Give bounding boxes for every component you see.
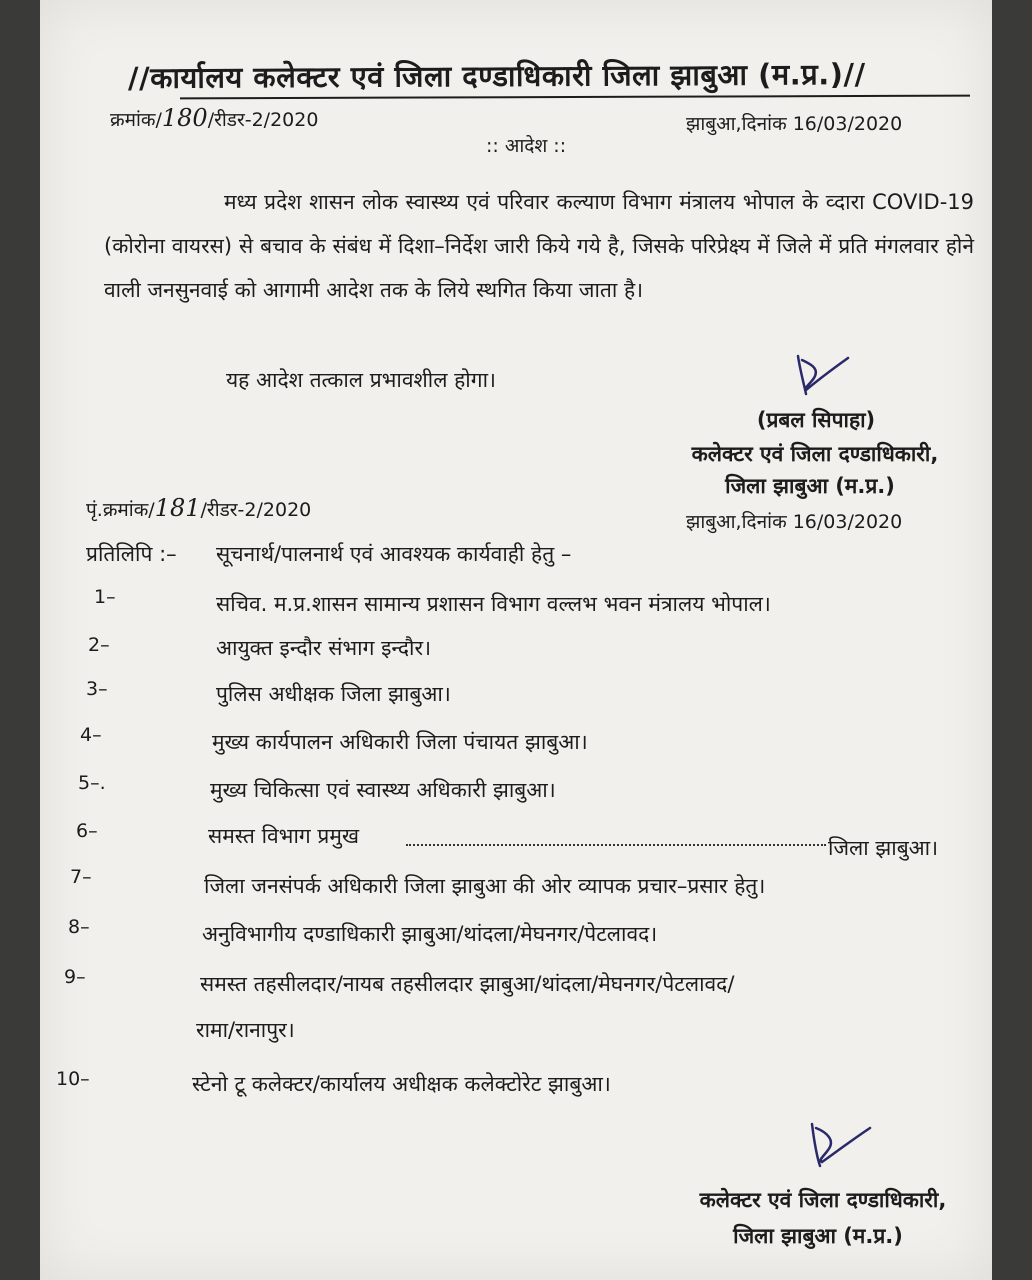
copy-item-number: 10–: [56, 1068, 90, 1090]
copy-item-number: 1–: [94, 586, 116, 608]
copy-item-text: अनुविभागीय दण्डाधिकारी झाबुआ/थांदला/मेघनगर/पेटलावद।: [202, 922, 658, 946]
copy-item-number: 8–: [68, 916, 90, 938]
copy-item-number: 7–: [70, 866, 92, 888]
signature-mark-2: [802, 1118, 882, 1174]
signatory-name: (प्रबल सिपाहा): [756, 408, 876, 432]
footer-signatory-district: जिला झाबुआ (म.प्र.): [733, 1224, 903, 1248]
copy-item-text: समस्त विभाग प्रमुख: [208, 824, 360, 848]
copy-item-number: 9–: [64, 966, 86, 988]
copy-item-text: जिला जनसंपर्क अधिकारी जिला झाबुआ की ओर व्यापक प्रचार–प्रसार हेतु।: [204, 874, 766, 898]
copy-item-text: आयुक्त इन्दौर संभाग इन्दौर।: [216, 636, 432, 660]
copy-to-label: प्रतिलिपि :–: [86, 542, 177, 566]
copy-item-number: 4–: [80, 724, 102, 746]
copy-item-number: 3–: [86, 678, 108, 700]
endorsement-date: झाबुआ,दिनांक 16/03/2020: [686, 511, 903, 533]
order-number-handwritten: 180: [161, 104, 208, 132]
endorsement-number: [86, 494, 311, 522]
copy-item-dotted-leader: [406, 844, 826, 846]
order-heading: :: आदेश ::: [486, 135, 567, 157]
copy-item-text: मुख्य कार्यपालन अधिकारी जिला पंचायत झाबुआ।: [212, 730, 588, 754]
footer-signatory-designation: कलेक्टर एवं जिला दण्डाधिकारी,: [699, 1188, 947, 1212]
order-effective-line: यह आदेश तत्काल प्रभावशील होगा।: [226, 368, 496, 392]
signature-mark-1: [790, 350, 860, 400]
order-paragraph: मध्य प्रदेश शासन लोक स्वास्थ्य एवं परिवार कल्याण विभाग मंत्रालय भोपाल के व्दारा COVID-19 (कोरोना वायरस) से बचाव के संबंध में दिशा–निर्देश जारी किये गये है, जिसके परिप्रेक्ष्य में जिले में प्रति मंगलवार होने वाली जनसुनवाई को आगामी आदेश तक के लिये स्थगित किया जाता है।: [104, 190, 974, 302]
endorsement-number-prefix: पृं.क्रमांक/: [86, 499, 155, 521]
copy-item-text: सचिव. म.प्र.शासन सामान्य प्रशासन विभाग वल्लभ भवन मंत्रालय भोपाल।: [216, 592, 771, 616]
order-number-prefix: क्रमांक/: [110, 109, 162, 131]
copy-item-text: स्टेनो टू कलेक्टर/कार्यालय अधीक्षक कलेक्टोरेट झाबुआ।: [192, 1072, 611, 1096]
copy-item-text-continued: रामा/रानापुर।: [196, 1018, 295, 1042]
office-header-title: //कार्यालय कलेक्टर एवं जिला दण्डाधिकारी जिला झाबुआ (म.प्र.)//: [127, 57, 866, 95]
copy-item-number: 6–: [76, 820, 98, 842]
copy-item-number: 2–: [88, 634, 110, 656]
order-number-suffix: /रीडर-2/2020: [207, 109, 319, 131]
order-number: [110, 104, 318, 132]
signatory-designation: कलेक्टर एवं जिला दण्डाधिकारी,: [691, 442, 939, 466]
endorsement-number-handwritten: 181: [154, 494, 201, 522]
endorsement-number-suffix: /रीडर-2/2020: [200, 499, 312, 521]
copy-to-purpose: सूचनार्थ/पालनार्थ एवं आवश्यक कार्यवाही हेतु –: [216, 542, 572, 566]
copy-item-text: मुख्य चिकित्सा एवं स्वास्थ्य अधिकारी झाबुआ।: [210, 778, 556, 802]
order-date: झाबुआ,दिनांक 16/03/2020: [686, 113, 903, 135]
signatory-district: जिला झाबुआ (म.प्र.): [725, 474, 895, 498]
copy-item-text-end: जिला झाबुआ।: [828, 836, 939, 860]
document-page: [40, 0, 992, 1280]
copy-item-text: पुलिस अधीक्षक जिला झाबुआ।: [216, 682, 451, 706]
copy-item-number: 5–.: [78, 772, 106, 794]
copy-item-text: समस्त तहसीलदार/नायब तहसीलदार झाबुआ/थांदला/मेघनगर/पेटलावद/: [200, 972, 735, 996]
